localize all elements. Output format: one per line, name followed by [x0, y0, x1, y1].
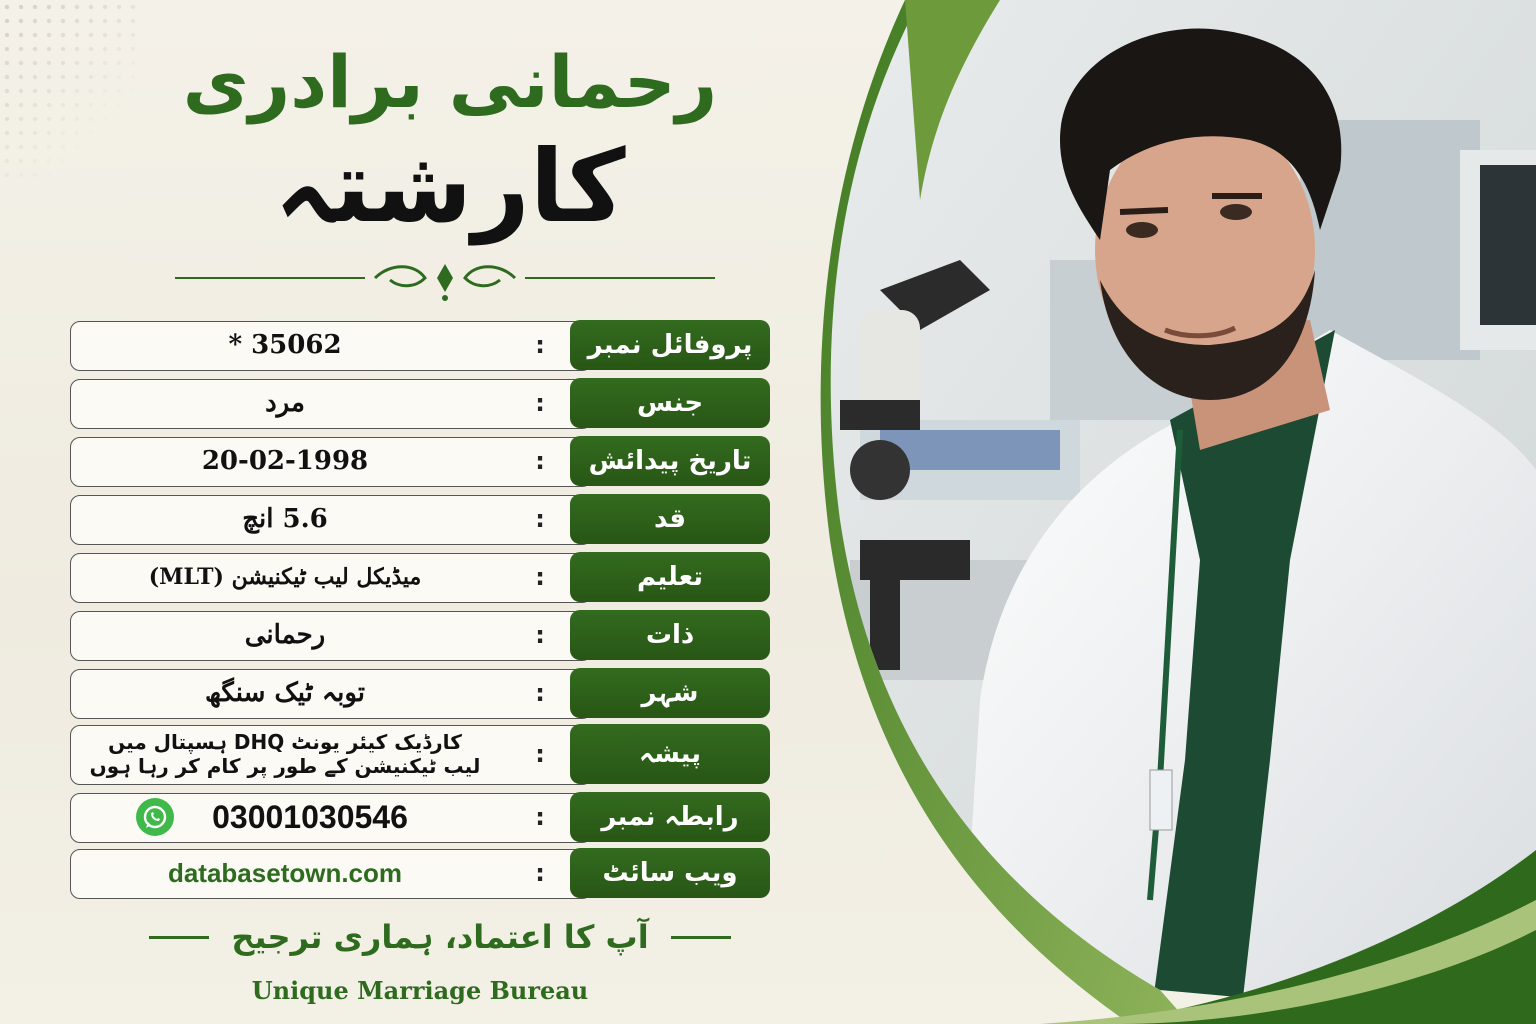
row-occupation [70, 725, 770, 785]
separator-colon: : [535, 859, 545, 887]
separator-colon: : [535, 331, 545, 359]
separator-colon: : [535, 563, 545, 591]
title-community: رحمانی برادری [182, 40, 718, 124]
separator-colon: : [535, 621, 545, 649]
row-gender [70, 379, 770, 429]
height-label: قد [570, 494, 770, 544]
education-label: تعلیم [570, 552, 770, 602]
height-value: 5.6 انچ [242, 504, 328, 534]
ornament-divider-icon [175, 258, 715, 302]
tagline [120, 918, 760, 956]
tagline-rule-left [149, 936, 209, 939]
bureau-name: Unique Marriage Bureau [251, 976, 589, 1005]
occupation-value [70, 725, 500, 783]
caste-label: ذات [570, 610, 770, 660]
row-city [70, 669, 770, 719]
row-website [70, 849, 770, 899]
occupation-line-2: لیب ٹیکنیشن کے طور پر کام کر رہا ہوں [89, 754, 481, 778]
website-link[interactable]: databasetown.com [167, 857, 403, 888]
occupation-label: پیشہ [570, 724, 770, 784]
row-height [70, 495, 770, 545]
separator-colon: : [535, 505, 545, 533]
website-label: ویب سائٹ [570, 848, 770, 898]
dot-pattern [0, 0, 140, 180]
occupation-line-1: کارڈیک کیئر یونٹ DHQ ہسپتال میں [108, 730, 462, 754]
separator-colon: : [535, 803, 545, 831]
city-label: شہر [570, 668, 770, 718]
tagline-rule-right [671, 936, 731, 939]
row-profile-number [70, 321, 770, 371]
dob-value: 20-02-1998 [201, 446, 369, 476]
gender-label: جنس [570, 378, 770, 428]
contact-number-value[interactable]: 03001030546 [212, 798, 408, 835]
tagline-text: آپ کا اعتماد، ہماری ترجیح [231, 918, 649, 956]
row-dob [70, 437, 770, 487]
contact-number-label: رابطہ نمبر [570, 792, 770, 842]
whatsapp-icon[interactable] [136, 798, 174, 836]
row-contact [70, 793, 770, 843]
dob-label: تاریخ پیدائش [570, 436, 770, 486]
education-value: میڈیکل لیب ٹیکنیشن (MLT) [148, 564, 422, 590]
separator-colon: : [535, 447, 545, 475]
profile-number-label: پروفائل نمبر [570, 320, 770, 370]
gender-value: مرد [265, 388, 305, 418]
separator-colon: : [535, 740, 545, 768]
row-caste [70, 611, 770, 661]
separator-colon: : [535, 679, 545, 707]
title-main: کارشتہ [274, 128, 626, 245]
profile-number-value: * 35062 [228, 330, 342, 360]
separator-colon: : [535, 389, 545, 417]
city-value: توبہ ٹیک سنگھ [205, 678, 366, 708]
caste-value: رحمانی [244, 620, 326, 650]
row-education [70, 553, 770, 603]
